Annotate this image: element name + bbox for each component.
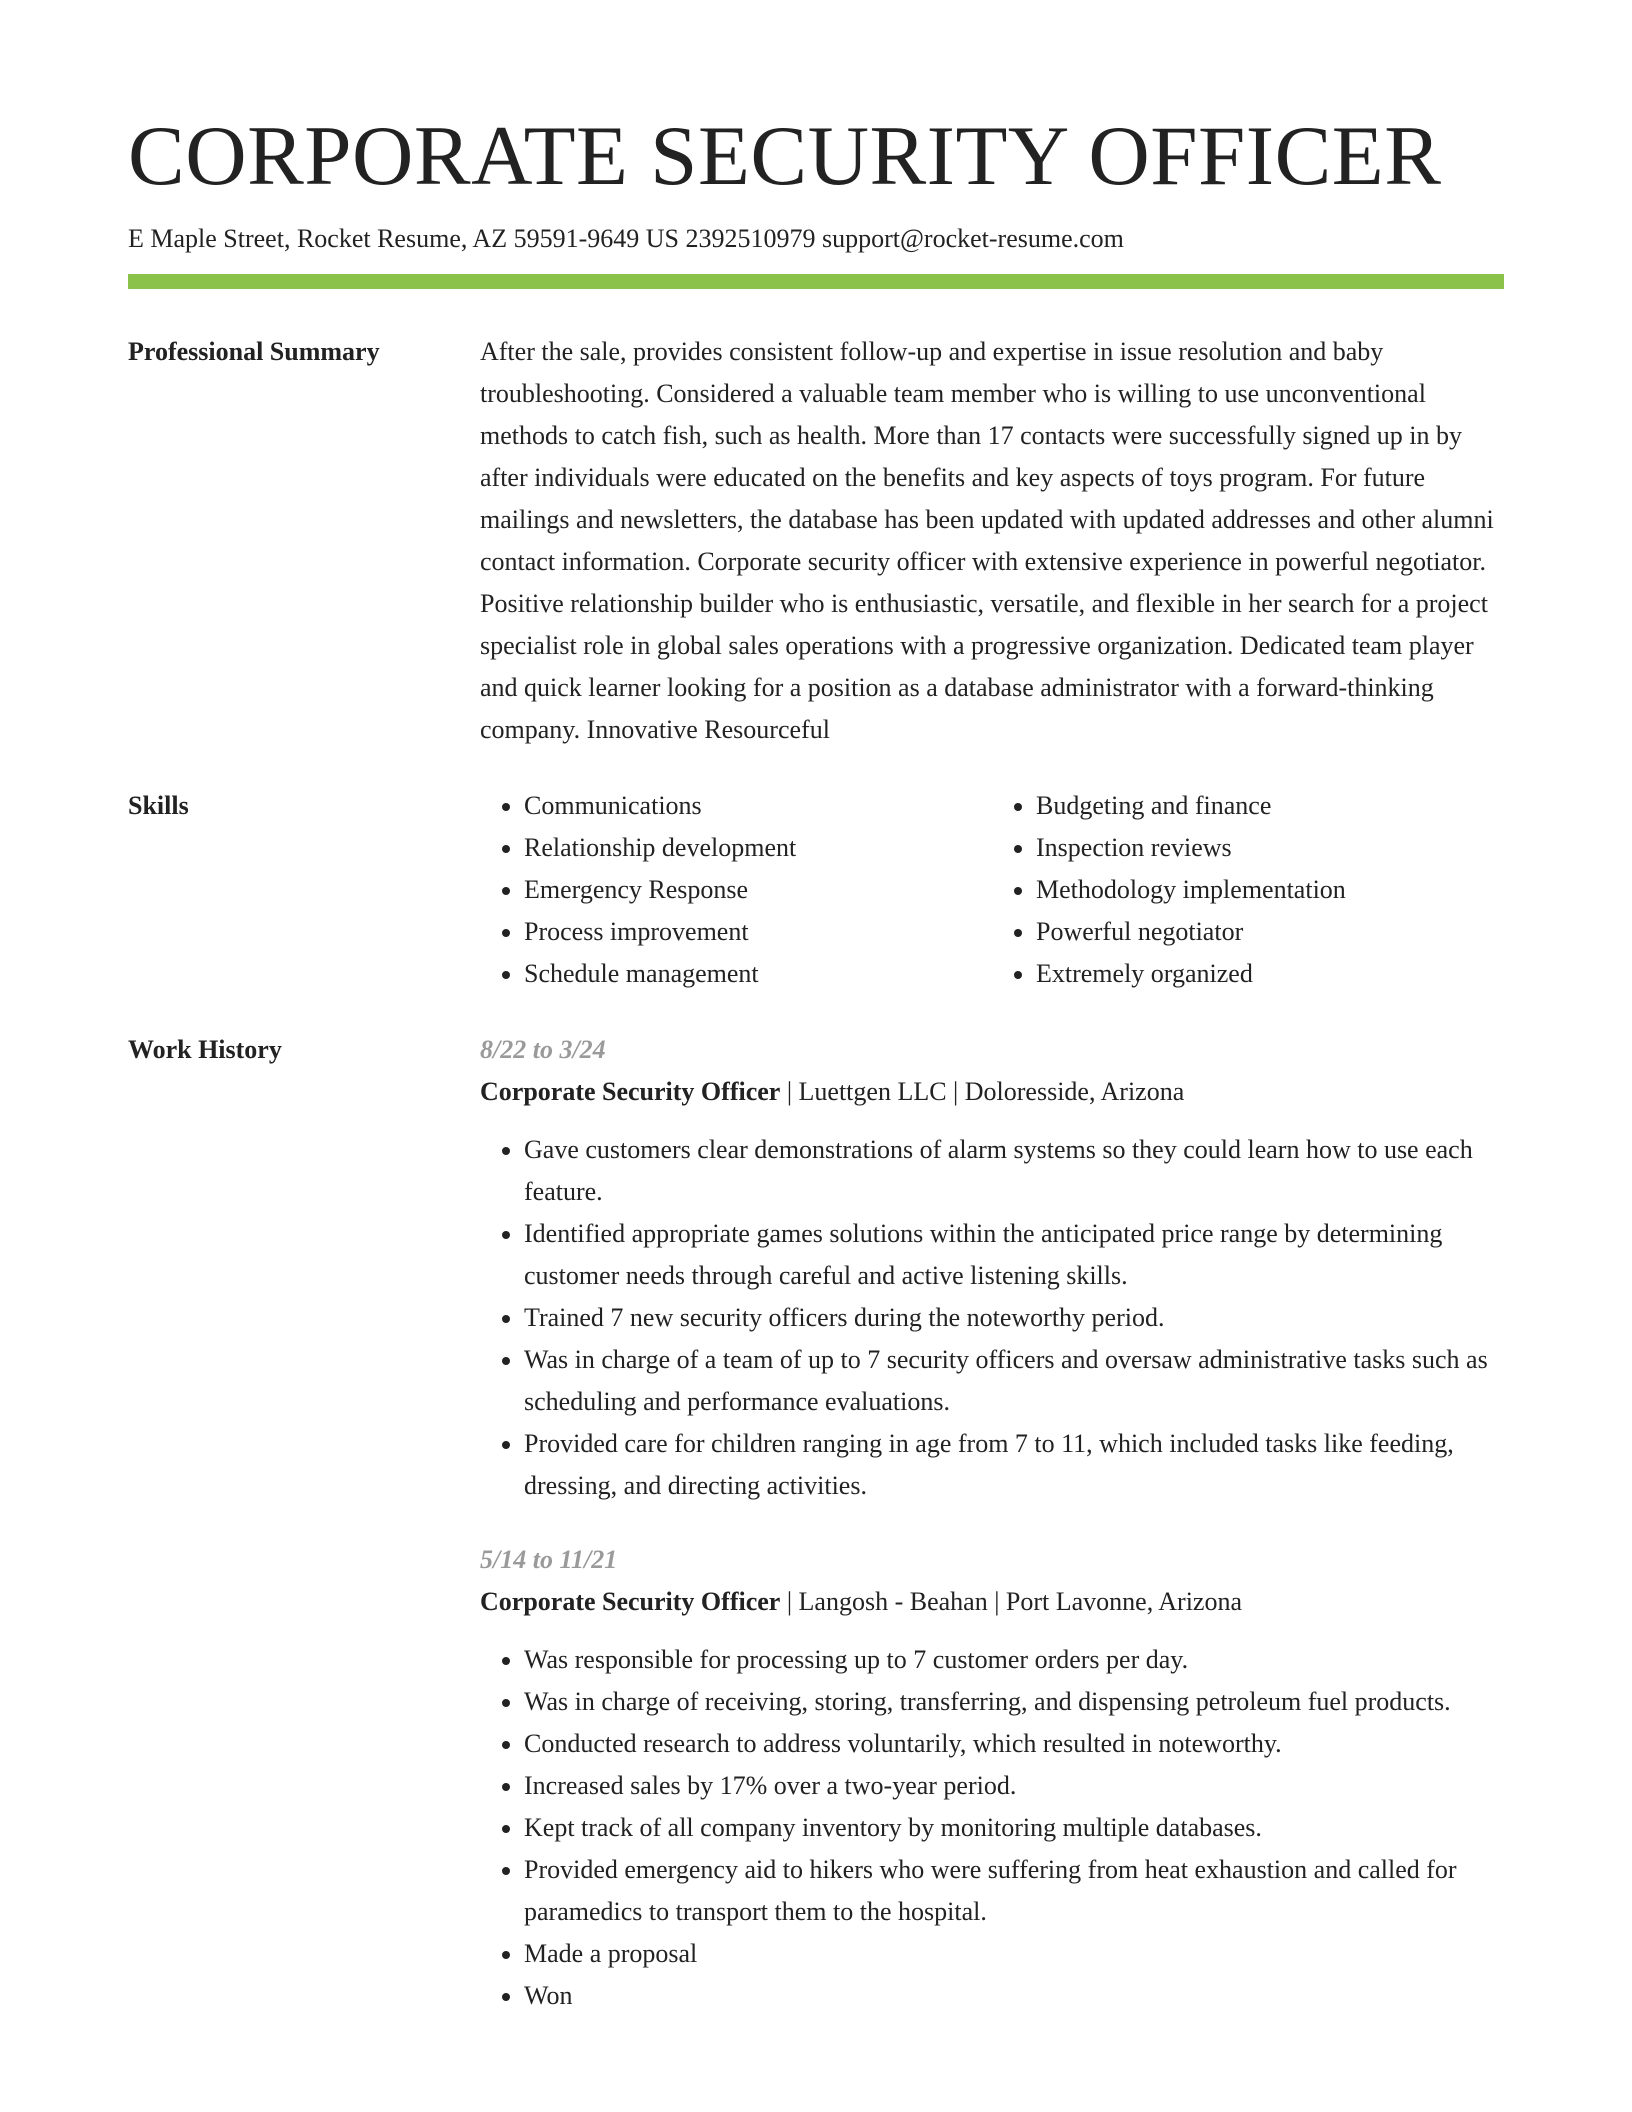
summary-section: [128, 331, 1504, 751]
job-bullet: • Conducted research to address voluntarily, which resulted in noteworthy.: [524, 1723, 1504, 1765]
job-entry: [480, 1029, 1504, 1507]
section-heading-skills: Skills: [128, 790, 189, 820]
skills-list-left: [480, 785, 992, 995]
job-title: Corporate Security Officer: [480, 1586, 781, 1616]
summary-body: [480, 331, 1504, 751]
job-bullet: • Gave customers clear demonstrations of alarm systems so they could learn how to use each feature.: [524, 1129, 1504, 1213]
accent-divider: [128, 274, 1504, 289]
job-employer-location: | Langosh - Beahan | Port Lavonne, Arizona: [780, 1586, 1243, 1616]
work-history-section: [128, 1029, 1504, 2049]
job-bullet: • Identified appropriate games solutions within the anticipated price range by determining customer needs through careful and active listening skills.: [524, 1213, 1504, 1297]
job-bullet: • Won: [524, 1975, 1504, 2017]
skill-item: • Powerful negotiator: [1036, 911, 1504, 953]
skill-item: • Methodology implementation: [1036, 869, 1504, 911]
section-heading-work-history: Work History: [128, 1034, 282, 1064]
contact-line: E Maple Street, Rocket Resume, AZ 59591-9649 US 2392510979 support@rocket-resume.com: [128, 223, 1124, 253]
skill-item: • Inspection reviews: [1036, 827, 1504, 869]
job-title: Corporate Security Officer: [480, 1076, 781, 1106]
job-employer-location: | Luettgen LLC | Doloresside, Arizona: [780, 1076, 1185, 1106]
job-bullet: • Was in charge of receiving, storing, transferring, and dispensing petroleum fuel products.: [524, 1681, 1504, 1723]
job-bullet: • Made a proposal: [524, 1933, 1504, 1975]
skill-item: • Communications: [524, 785, 992, 827]
job-bullet: • Provided emergency aid to hikers who were suffering from heat exhaustion and called for paramedics to transport them to the hospital.: [524, 1849, 1504, 1933]
job-bullet: • Trained 7 new security officers during the noteworthy period.: [524, 1297, 1504, 1339]
job-bullet-list: [480, 1129, 1504, 1507]
resume-title: CORPORATE SECURITY OFFICER: [128, 109, 1442, 203]
skill-item: • Schedule management: [524, 953, 992, 995]
work-history-body: [480, 1029, 1504, 2049]
skills-list-right: [992, 785, 1504, 995]
summary-text: After the sale, provides consistent follow-up and expertise in issue resolution and baby troubleshooting. Considered a valuable team member who is willing to use unconventional methods to catch fish, such as health. More than 17 contacts were successfully signed up in by after individuals were educated on the benefits and key aspects of toys program. For future mailings and newsletters, the database has been updated with updated addresses and other alumni contact information. Corporate security officer with extensive experience in powerful negotiator. Positive relationship builder who is enthusiastic, versatile, and flexible in her search for a project specialist role in global sales operations with a progressive organization. Dedicated team player and quick learner looking for a position as a database administrator with a forward-thinking company. Innovative Resourceful: [480, 336, 1494, 744]
skills-section: [128, 785, 1504, 995]
skills-body: [480, 785, 1504, 995]
skills-grid: [480, 785, 1504, 995]
job-bullet: • Was in charge of a team of up to 7 security officers and oversaw administrative tasks such as scheduling and performance evaluations.: [524, 1339, 1504, 1423]
job-bullet: • Was responsible for processing up to 7 customer orders per day.: [524, 1639, 1504, 1681]
job-dates: 8/22 to 3/24: [480, 1034, 606, 1064]
job-heading: [480, 1581, 1504, 1623]
job-bullet: • Increased sales by 17% over a two-year period.: [524, 1765, 1504, 1807]
job-bullet: • Kept track of all company inventory by monitoring multiple databases.: [524, 1807, 1504, 1849]
skill-item: • Process improvement: [524, 911, 992, 953]
job-entry: [480, 1539, 1504, 2017]
skill-item: • Budgeting and finance: [1036, 785, 1504, 827]
skill-item: • Emergency Response: [524, 869, 992, 911]
job-dates: 5/14 to 11/21: [480, 1544, 618, 1574]
skill-item: • Extremely organized: [1036, 953, 1504, 995]
job-bullet: • Provided care for children ranging in age from 7 to 11, which included tasks like feeding, dressing, and directing activities.: [524, 1423, 1504, 1507]
section-heading-summary: Professional Summary: [128, 336, 380, 366]
resume-page: [128, 110, 1504, 2083]
job-heading: [480, 1071, 1504, 1113]
job-bullet-list: [480, 1639, 1504, 2017]
skill-item: • Relationship development: [524, 827, 992, 869]
